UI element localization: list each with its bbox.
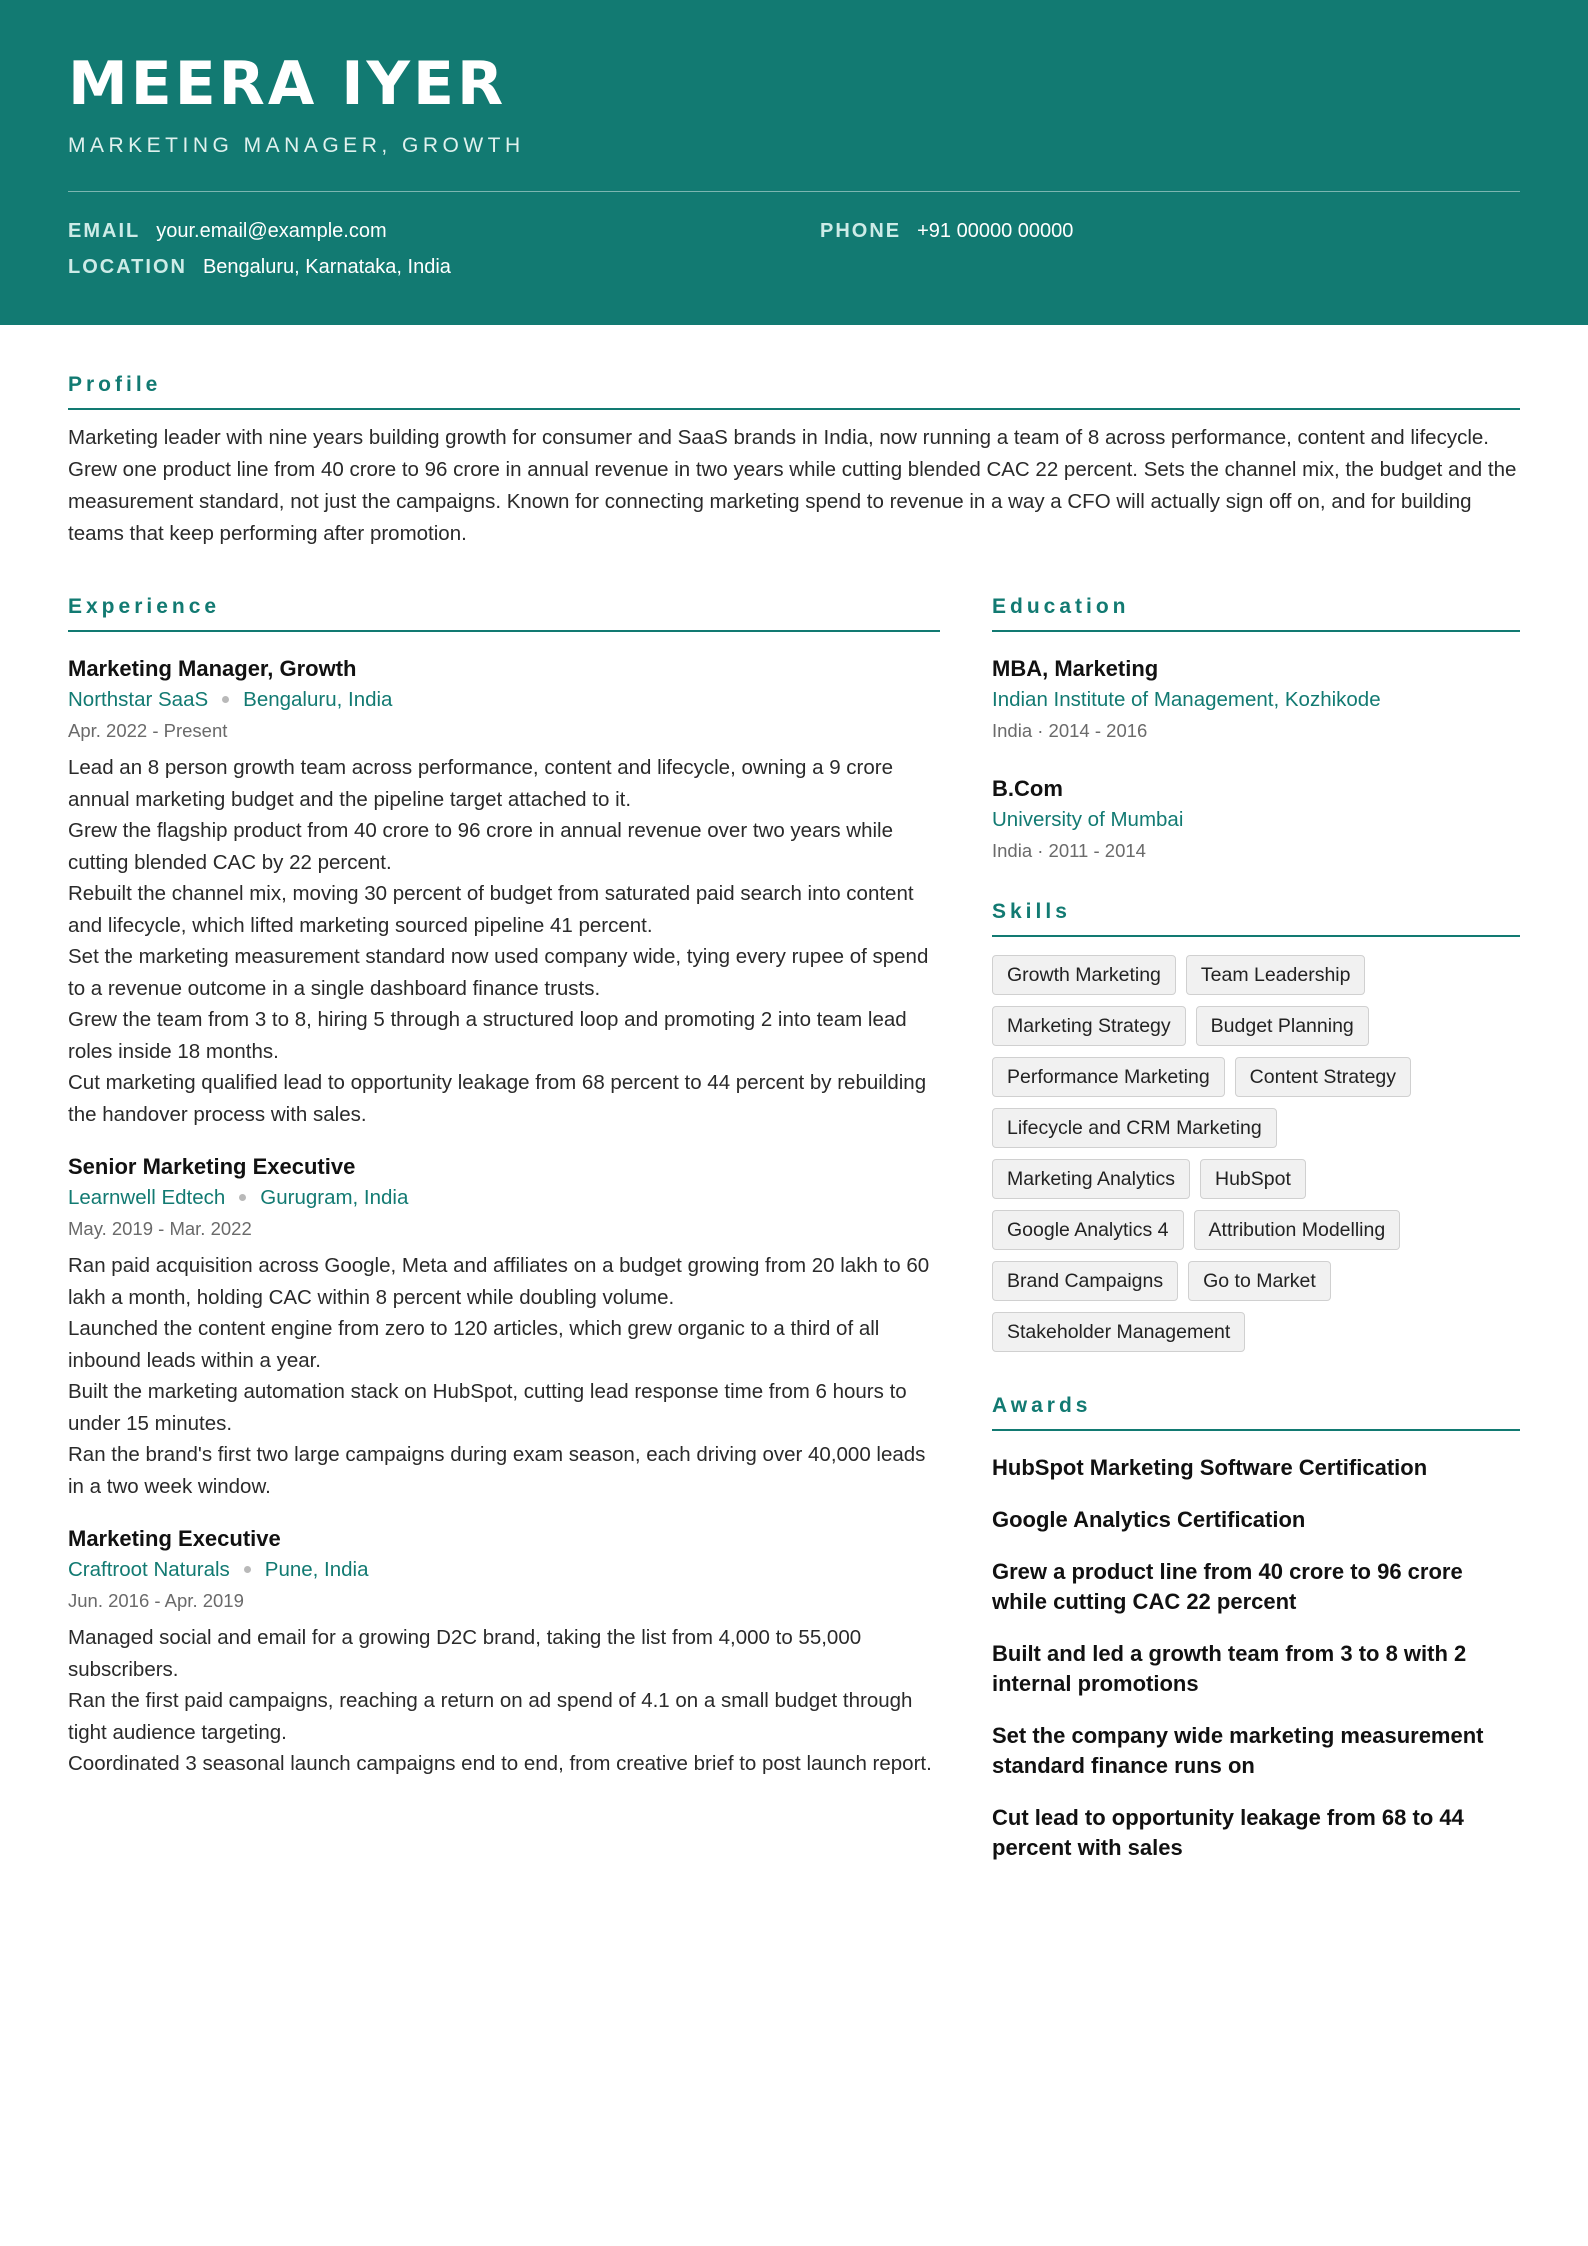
job-dates: Jun. 2016 - Apr. 2019 [68,1590,244,1611]
award-item: Cut lead to opportunity leakage from 68 to 44 percent with sales [992,1805,1464,1860]
separator-dot [222,696,229,703]
location-label: LOCATION [68,256,187,278]
contact-location [68,256,451,279]
education-entry [992,654,1520,746]
job-entry [68,1152,940,1502]
phone-value[interactable]: +91 00000 00000 [917,220,1074,242]
skill-tag: Growth Marketing [992,955,1176,995]
award-item: Built and led a growth team from 3 to 8 with 2 internal promotions [992,1641,1467,1696]
job-location: Pune, India [264,1558,369,1581]
job-company: Northstar SaaS [68,688,209,711]
award-item: Google Analytics Certification [992,1507,1306,1532]
education-school: Indian Institute of Management, Kozhikode [992,688,1381,711]
job-location: Bengaluru, India [243,688,393,711]
job-dates: Apr. 2022 - Present [68,720,228,741]
header-divider [68,191,1520,192]
skill-tag: Marketing Analytics [992,1159,1190,1199]
job-title: Senior Marketing Executive [68,1154,356,1179]
candidate-role: MARKETING MANAGER, GROWTH [68,134,525,157]
job-bullet: Grew the flagship product from 40 crore to 96 crore in annual revenue over two years while cutting blended CAC by 22 percent. [68,819,893,874]
awards-section [992,1394,1520,1863]
profile-text: Marketing leader with nine years building growth for consumer and SaaS brands in India, now running a team of 8 across performance, content and lifecycle. Grew one product line from 40 crore to 96 crore in annual revenue in two years while cutting blended CAC 22 percent. Sets the channel mix, the budget and the measurement standard, not just the campaigns. Known for connecting marketing spend to revenue in a way a CFO will actually sign off on, and for building teams that keep performing after promotion. [68,426,1517,545]
skill-tag: Content Strategy [1235,1057,1411,1097]
job-org [68,684,940,716]
job-bullet: Ran the first paid campaigns, reaching a return on ad spend of 4.1 on a small budget through tight audience targeting. [68,1689,913,1744]
education-meta: India · 2014 - 2016 [992,720,1148,741]
job-bullet: Managed social and email for a growing D2C brand, taking the list from 4,000 to 55,000 subscribers. [68,1626,862,1681]
skill-tag: Lifecycle and CRM Marketing [992,1108,1277,1148]
sidebar-column [992,595,1520,1863]
job-bullet: Ran paid acquisition across Google, Meta and affiliates on a budget growing from 20 lakh to 60 lakh a month, holding CAC within 8 percent while doubling volume. [68,1254,930,1309]
skill-tag: Google Analytics 4 [992,1210,1184,1250]
contact-phone [820,220,1073,243]
education-degree: B.Com [992,776,1063,801]
experience-heading: Experience [68,595,940,632]
skill-tag: Performance Marketing [992,1057,1225,1097]
job-company: Craftroot Naturals [68,1558,230,1581]
job-title: Marketing Executive [68,1526,281,1551]
education-section [992,595,1520,866]
job-location: Gurugram, India [260,1186,409,1209]
job-bullet: Rebuilt the channel mix, moving 30 percent of budget from saturated paid search into content and lifecycle, which lifted marketing sourced pipeline 41 percent. [68,882,914,937]
awards-heading: Awards [992,1394,1520,1431]
job-bullet: Ran the brand's first two large campaigns during exam season, each driving over 40,000 leads in a two week window. [68,1443,926,1498]
job-bullets [68,1250,940,1502]
skill-tag: Marketing Strategy [992,1006,1186,1046]
job-bullet: Coordinated 3 seasonal launch campaigns end to end, from creative brief to post launch report. [68,1752,932,1775]
job-bullet: Set the marketing measurement standard now used company wide, tying every rupee of spend to a revenue outcome in a single dashboard finance trusts. [68,945,929,1000]
education-meta: India · 2011 - 2014 [992,840,1146,861]
profile-heading: Profile [68,373,1520,410]
job-bullets [68,1622,940,1780]
contact-email [68,220,387,243]
experience-section [68,595,940,1780]
profile-section [68,373,1520,550]
skill-tag: Go to Market [1188,1261,1331,1301]
job-title: Marketing Manager, Growth [68,656,357,681]
education-degree: MBA, Marketing [992,656,1159,681]
job-dates: May. 2019 - Mar. 2022 [68,1218,252,1239]
job-org [68,1554,940,1586]
skills-heading: Skills [992,900,1520,937]
skill-tag: Budget Planning [1196,1006,1369,1046]
skill-tag: HubSpot [1200,1159,1306,1199]
skills-section [992,900,1520,1352]
job-entry [68,1524,940,1780]
skill-tag: Stakeholder Management [992,1312,1245,1352]
location-value: Bengaluru, Karnataka, India [202,256,451,278]
job-bullet: Grew the team from 3 to 8, hiring 5 through a structured loop and promoting 2 into team lead roles inside 18 months. [68,1008,907,1063]
job-bullets [68,752,940,1130]
award-item: Set the company wide marketing measurement standard finance runs on [992,1723,1484,1778]
education-entry [992,774,1520,866]
phone-label: PHONE [820,220,902,242]
separator-dot [244,1566,251,1573]
job-bullet: Lead an 8 person growth team across performance, content and lifecycle, owning a 9 crore annual marketing budget and the pipeline target attached to it. [68,756,894,811]
skill-tag: Team Leadership [1186,955,1366,995]
award-item: HubSpot Marketing Software Certification [992,1455,1428,1480]
job-org [68,1182,940,1214]
candidate-name: MEERA IYER [68,49,507,119]
email-label: EMAIL [68,220,141,242]
education-school: University of Mumbai [992,808,1184,831]
job-bullet: Built the marketing automation stack on HubSpot, cutting lead response time from 6 hours to under 15 minutes. [68,1380,907,1435]
job-bullet: Launched the content engine from zero to 120 articles, which grew organic to a third of all inbound leads within a year. [68,1317,880,1372]
resume-header [0,0,1588,325]
award-item: Grew a product line from 40 crore to 96 crore while cutting CAC 22 percent [992,1559,1463,1614]
separator-dot [239,1194,246,1201]
skills-list [992,955,1472,1352]
job-entry [68,654,940,1130]
education-heading: Education [992,595,1520,632]
skill-tag: Brand Campaigns [992,1261,1178,1301]
job-bullet: Cut marketing qualified lead to opportunity leakage from 68 percent to 44 percent by rebuilding the handover process with sales. [68,1071,927,1126]
job-company: Learnwell Edtech [68,1186,226,1209]
email-value[interactable]: your.email@example.com [156,220,387,242]
skill-tag: Attribution Modelling [1194,1210,1401,1250]
